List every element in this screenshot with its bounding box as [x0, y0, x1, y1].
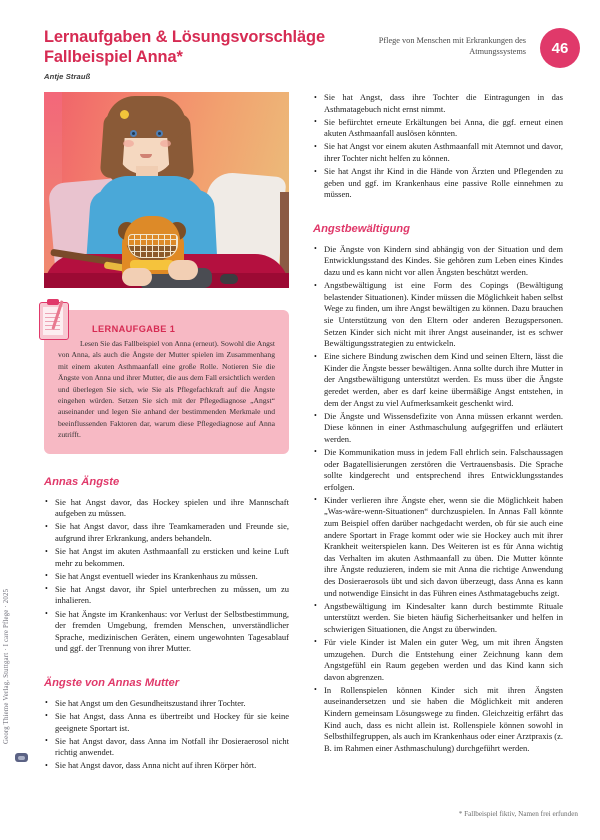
list-item: • Angstbewältigung ist eine Form des Copings (Bewältigung belastender Situationen). Kinder müssen die Möglichkeit haben selbst Wege zu finden, um ihre Angst bewältigen zu können. Dazu brauchen sie Unterstützung von den Eltern oder anderen Bezugspersonen. Setzen Kinder sich nicht mit ihrer Angst auseinander, ist es schwer Bewältigungsstrategien zu entwickeln.	[313, 280, 563, 350]
page-header	[44, 28, 578, 90]
illustration-teddy-facemask	[128, 234, 178, 258]
illustration-hairclip	[120, 110, 129, 119]
list-item: • Sie hat Angst davor, dass Anna nicht auf ihren Körper hört.	[44, 760, 289, 772]
list-item: • Sie befürchtet erneute Erkältungen bei Anna, die ggf. erneut einen akuten Asthmaanfall auslösen könnten.	[313, 117, 563, 140]
learning-task-box	[44, 310, 289, 454]
learning-task-title: LERNAUFGABE 1	[92, 324, 176, 334]
right-column	[313, 92, 563, 754]
list-item: • Sie hat Ängste im Krankenhaus: vor Verlust der Selbstbestimmung, der fremden Umgebung, fremden Menschen, unverständlicher Sprache, medizinischen Geräten, einem ungewohnten Tagesablauf und ggf. der Trennung von ihrer Mutter.	[44, 609, 289, 655]
illustration-girl-with-teddy	[44, 92, 289, 288]
illustration-eye-right	[156, 130, 163, 137]
list-item: • Sie hat Angst vor einem akuten Asthmaanfall mit Atemnot und davor, ihrer Tochter nicht helfen zu können.	[313, 141, 563, 164]
page-title-line-2: Fallbeispiel Anna*	[44, 48, 183, 66]
publisher-copyright-spine: Georg Thieme Verlag, Stuttgart · I care Pflege · 2025	[3, 588, 10, 744]
list-item: • Angstbewältigung im Kindesalter kann durch bestimmte Rituale unterstützt werden. Sie bieten häufig Sicherheitsanker und helfen in schwierigen Situationen, die Angst zu überwinden.	[313, 601, 563, 636]
list-annas-aengste	[44, 497, 289, 655]
list-item: • Sie hat Angst davor, ihr Spiel unterbrechen zu müssen, um zu inhalieren.	[44, 584, 289, 607]
list-item: • Für viele Kinder ist Malen ein guter Weg, um mit ihren Ängsten umzugehen. Durch die Entstehung einer Zeichnung kann dem Angstgefühl ein Raum gegeben werden und das Kind kann sich davon abgrenzen.	[313, 637, 563, 683]
list-item: • Sie hat Angst im akuten Asthmaanfall zu ersticken und keine Luft mehr zu bekommen.	[44, 546, 289, 569]
learning-task-text: Lesen Sie das Fallbeispiel von Anna (erneut). Sowohl die Angst von Anna, als auch die Ängste der Mutter spielen im Zusammenhang mit einem akuten Asthmaanfall eine große Rolle. Notieren Sie die Ängste von Anna und ihrer Mutter, die aus dem Fall ersichtlich werden und überlegen Sie sich, wie Sie als Pflegefachkraft auf die Ängste eingehen würden. Setzen Sie sich mit der Pflegediagnose „Angst“ auseinander und legen Sie anhand der bestimmenden Merkmale und beeinflussenden Faktoren dar, warum diese Pflegediagnose auf Anna zutrifft.	[58, 339, 275, 440]
list-item: • Sie hat Angst davor, dass ihre Teamkameraden und Freunde sie, aufgrund ihrer Erkrankung, anders behandeln.	[44, 521, 289, 544]
illustration-puck	[220, 274, 238, 284]
clipboard-pencil-icon	[36, 298, 70, 340]
illustration-cheek-right	[160, 140, 171, 147]
list-item: • Sie hat Angst, dass Anna es übertreibt und Hockey für sie keine geeignete Sportart ist.	[44, 711, 289, 734]
illustration-eye-left	[130, 130, 137, 137]
section-heading-annas-aengste: Annas Ängste	[44, 475, 120, 488]
section-heading-aengste-mutter: Ängste von Annas Mutter	[44, 676, 180, 689]
list-item: • Sie hat Angst, dass ihre Tochter die Eintragungen in das Asthmatagebuch nicht ernst nimmt.	[313, 92, 563, 115]
list-item: • Die Kommunikation muss in jedem Fall ehrlich sein. Falschaussagen oder Bagatellisierungen zerstören die Vertrauensbasis. Die Sprache sollte kindgerecht und entsprechend ihres Entwicklungsstandes erfolgen.	[313, 447, 563, 493]
illustration-hair-front	[106, 96, 186, 138]
list-item: • Sie hat Angst um den Gesundheitszustand ihrer Tochter.	[44, 698, 289, 710]
list-item: • Die Ängste und Wissensdefizite von Anna müssen erkannt werden. Diese können in einer Asthmaschulung aufgegriffen und erläutert werden.	[313, 411, 563, 446]
list-angstbewaeltigung	[313, 244, 563, 755]
list-aengste-mutter-left	[44, 698, 289, 772]
list-item: • Sie hat Angst ihr Kind in die Hände von Ärzten und Pflegenden zu geben und ggf. im Krankenhaus eine passive Rolle einnehmen zu müssen.	[313, 166, 563, 201]
list-item: • Sie hat Angst davor, das Hockey spielen und ihre Mannschaft aufgeben zu müssen.	[44, 497, 289, 520]
list-item: • Eine sichere Bindung zwischen dem Kind und seinen Eltern, lässt die Kinder die Ängste besser bewältigen. Anna sollte durch ihre Mutter in der Angstbewältigung unterstützt werden. Es muss über die Ängste geredet werden, aber es darf keine übermäßige Angst entstehen, in dem der Angst zu viel Aufmerksamkeit geschenkt wird.	[313, 351, 563, 409]
section-heading-angstbewaeltigung: Angstbewältigung	[313, 222, 410, 235]
list-item: • Kinder verlieren ihre Ängste eher, wenn sie die Möglichkeit haben „Was-wäre-wenn-Situationen“ durchzuspielen. In Annas Fall könnte zum Beispiel offen darüber nachgedacht werden, ob für sie auch eine andere Sportart in Frage kommt oder wie sie Hockey auch mit ihrer Krankheit weiterspielen kann. Des Weiteren ist es für Anna wichtig das Verhalten im akuten Asthmaanfall zu üben. Die Mutter könnte ihre Ängste reduzieren, indem sie mit Anna die richtige Anwendung des Dosieraerosols übt und sich davon überzeugt, dass Anna es kann und notwendige Einsicht in das Führen eines Asthmatagebuchs zeigt.	[313, 495, 563, 599]
publisher-logo-mark-icon	[15, 753, 28, 762]
illustration-cheek-left	[123, 140, 134, 147]
list-item: • Sie hat Angst davor, dass Anna im Notfall ihr Dosieraerosol nicht richtig anwendet.	[44, 736, 289, 759]
illustration-hand-right	[168, 260, 198, 280]
illustration-hand-left	[122, 268, 152, 286]
list-item: • Die Ängste von Kindern sind abhängig von der Situation und dem Entwicklungsstand des Kindes. Sie gehören zum Leben eines Kindes dazu und es kann nicht vor allen Ängsten beschützt werden.	[313, 244, 563, 279]
page-number-badge: 46	[540, 28, 580, 68]
left-column	[44, 92, 289, 772]
author-name: Antje Strauß	[44, 72, 91, 81]
list-item: • In Rollenspielen können Kinder sich mit ihren Ängsten auseinandersetzen und sie haben die Möglichkeit mit anderen Kindern gemeinsam Lösungswege zu finden. Gleichzeitig erfährt das Kind auch, dass es nicht allein ist. Rollenspiele können sowohl in Selbsthilfegruppen, als auch im Krankenhaus oder einer Arztpraxis (z. B. im Rahmen einer Asthmaschulung) durchgeführt werden.	[313, 685, 563, 755]
list-item: • Sie hat Angst eventuell wieder ins Krankenhaus zu müssen.	[44, 571, 289, 583]
running-head: Pflege von Menschen mit Erkrankungen des Atmungssystems	[378, 36, 526, 57]
page-title-line-1: Lernaufgaben & Lösungsvorschläge	[44, 28, 325, 46]
title-block	[44, 28, 344, 81]
list-aengste-mutter-right	[313, 92, 563, 201]
footnote: * Fallbeispiel fiktiv, Namen frei erfunden	[458, 810, 578, 818]
